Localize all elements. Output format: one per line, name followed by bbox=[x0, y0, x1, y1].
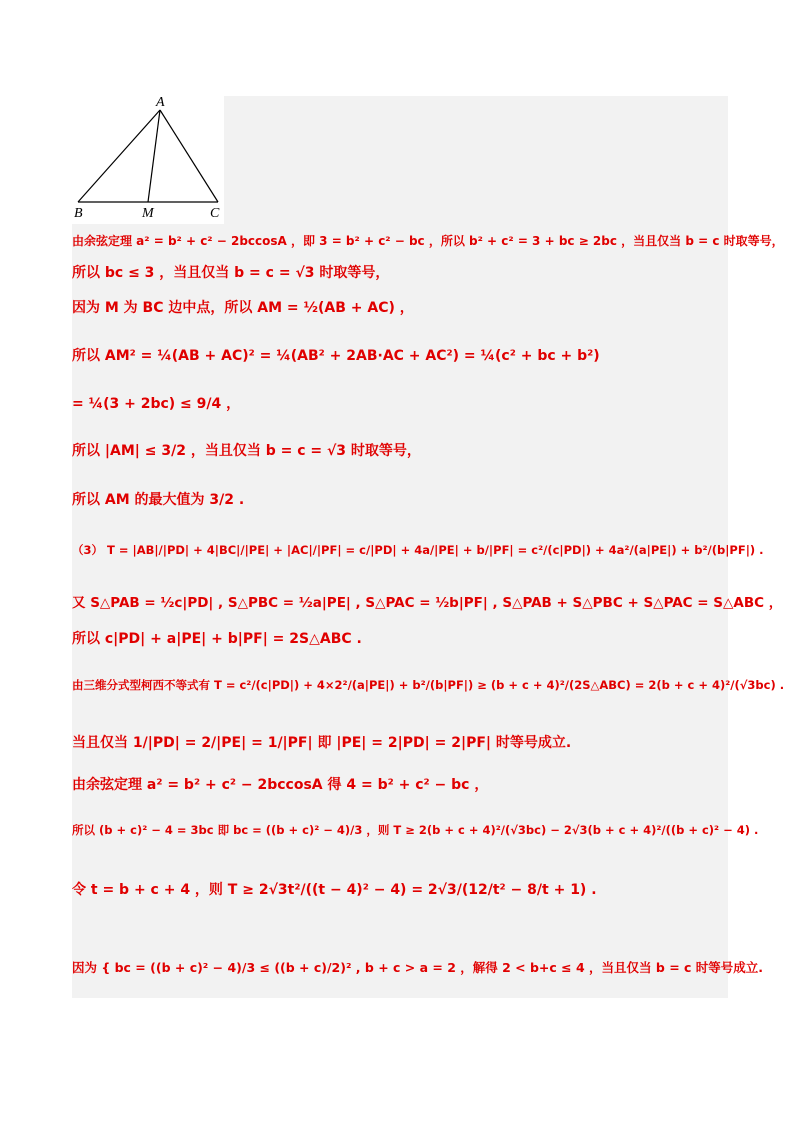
line-1: 由余弦定理 a² = b² + c² − 2bccosA ，即 3 = b² + c² − bc ，所以 b² + c² = 3 + bc ≥ 2bc ，当且仅当 b = c 时取等号， bbox=[72, 234, 784, 248]
triangle-figure bbox=[72, 96, 232, 226]
line-10: 所以 c|PD| + a|PE| + b|PF| = 2S△ABC . bbox=[72, 631, 362, 647]
line-14: 所以 (b + c)² − 4 = 3bc 即 bc = ((b + c)² − 4)/3 ，则 T ≥ 2(b + c + 4)²/(√3bc) − 2√3(b + c + 4)²/((b + c)² − 4) . bbox=[72, 823, 759, 837]
line-8: （3） T = |AB|/|PD| + 4|BC|/|PE| + |AC|/|PF| = c/|PD| + 4a/|PE| + b/|PF| = c²/(c|PD|) + 4a²/(a|PE|) + b²/(b|PF|) . bbox=[72, 543, 764, 557]
line-2: 所以 bc ≤ 3 ，当且仅当 b = c = √3 时取等号， bbox=[72, 265, 390, 281]
line-13: 由余弦定理 a² = b² + c² − 2bccosA 得 4 = b² + c² − bc ， bbox=[72, 777, 489, 793]
line-6: 所以 |AM| ≤ 3/2 ，当且仅当 b = c = √3 时取等号， bbox=[72, 443, 421, 459]
line-12: 当且仅当 1/|PD| = 2/|PE| = 1/|PF| 即 |PE| = 2|PD| = 2|PF| 时等号成立. bbox=[72, 735, 572, 751]
line-9: 又 S△PAB = ½c|PD| , S△PBC = ½a|PE| , S△PAC = ½b|PF| , S△PAB + S△PBC + S△PAC = S△ABC ， bbox=[72, 595, 783, 611]
vertex-c-label: C bbox=[210, 206, 220, 221]
line-5: = ¼(3 + 2bc) ≤ 9/4 ， bbox=[72, 396, 241, 412]
line-7: 所以 AM 的最大值为 3/2 . bbox=[72, 492, 245, 508]
line-11: 由三维分式型柯西不等式有 T = c²/(c|PD|) + 4×2²/(a|PE|) + b²/(b|PF|) ≥ (b + c + 4)²/(2S△ABC) = 2(b + c + 4)²/(√3bc) . bbox=[72, 678, 785, 692]
line-16: 因为 { bc = ((b + c)² − 4)/3 ≤ ((b + c)/2)² , b + c > a = 2 ，解得 2 < b+c ≤ 4 ，当且仅当 b = c 时等号成立. bbox=[72, 960, 764, 975]
line-15: 令 t = b + c + 4 ，则 T ≥ 2√3t²/((t − 4)² − 4) = 2√3/(12/t² − 8/t + 1) . bbox=[72, 882, 597, 898]
line-3: 因为 M 为 BC 边中点，所以 AM = ½(AB + AC) ， bbox=[72, 300, 414, 316]
vertex-b-label: B bbox=[74, 206, 83, 221]
vertex-a-label: A bbox=[156, 95, 165, 110]
line-4: 所以 AM² = ¼(AB + AC)² = ¼(AB² + 2AB·AC + AC²) = ¼(c² + bc + b²) bbox=[72, 348, 600, 364]
point-m-label: M bbox=[142, 206, 154, 221]
